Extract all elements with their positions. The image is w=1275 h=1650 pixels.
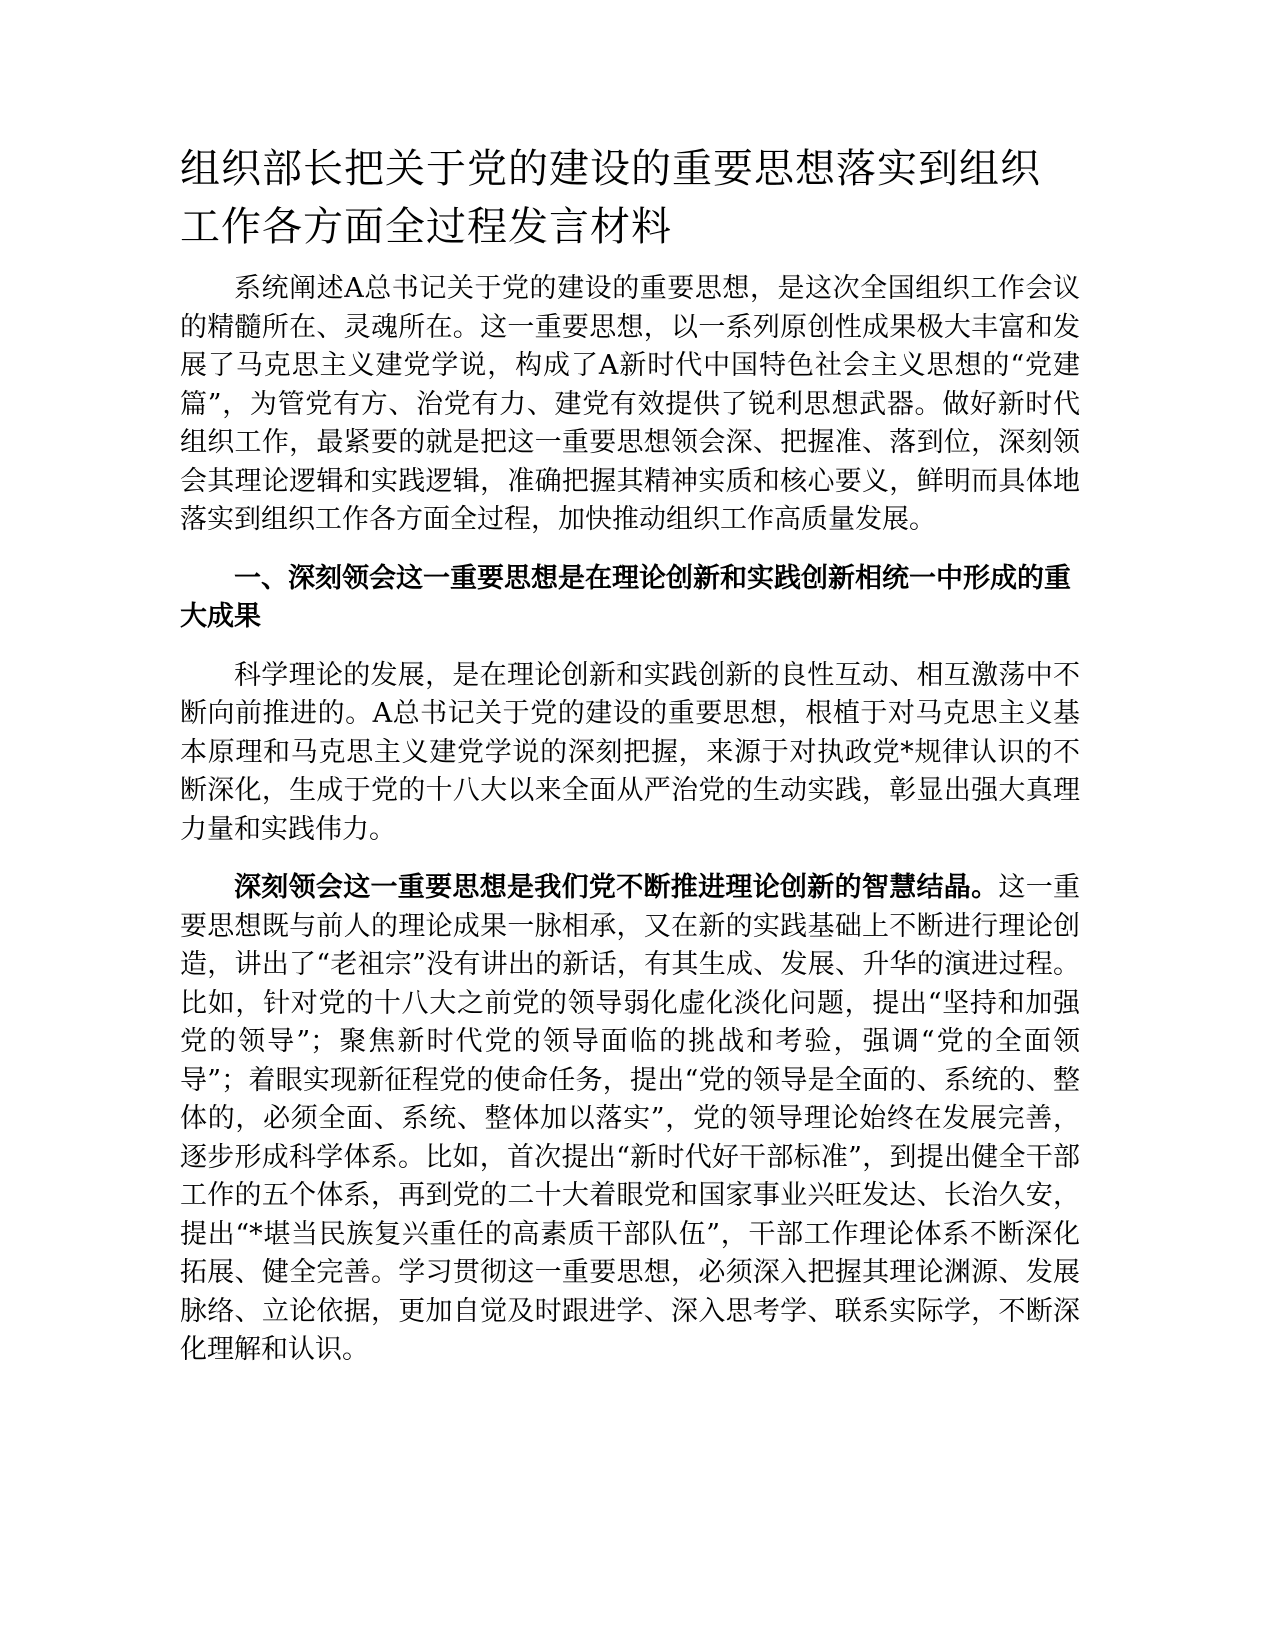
paragraph-lead-sentence: 深刻领会这一重要思想是我们党不断推进理论创新的智慧结晶。 [234,872,999,903]
section-1-paragraph-2 [180,869,1080,1370]
intro-paragraph: 系统阐述A总书记关于党的建设的重要思想，是这次全国组织工作会议的精髓所在、灵魂所在。这一重要思想，以一系列原创性成果极大丰富和发展了马克思主义建党学说，构成了A新时代中国特色社会主义思想的“党建篇”，为管党有方、治党有力、建党有效提供了锐利思想武器。做好新时代组织工作，最紧要的就是把这一重要思想领会深、把握准、落到位，深刻领会其理论逻辑和实践逻辑，准确把握其精神实质和核心要义，鲜明而具体地落实到组织工作各方面全过程，加快推动组织工作高质量发展。 [180,273,1080,535]
document-title: 组织部长把关于党的建设的重要思想落实到组织工作各方面全过程发言材料 [180,146,1041,250]
document-page [180,140,1080,1390]
section-1-paragraph-1: 科学理论的发展，是在理论创新和实践创新的良性互动、相互激荡中不断向前推进的。A总书记关于党的建设的重要思想，根植于对马克思主义基本原理和马克思主义建党学说的深刻把握，来源于对执政党*规律认识的不断深化，生成于党的十八大以来全面从严治党的生动实践，彰显出强大真理力量和实践伟力。 [180,659,1080,845]
paragraph-body-text: 这一重要思想既与前人的理论成果一脉相承，又在新的实践基础上不断进行理论创造，讲出了“老祖宗”没有讲出的新话，有其生成、发展、升华的演进过程。比如，针对党的十八大之前党的领导弱化虚化淡化问题，提出“坚持和加强党的领导”；聚焦新时代党的领导面临的挑战和考验，强调“党的全面领导”；着眼实现新征程党的使命任务，提出“党的领导是全面的、系统的、整体的，必须全面、系统、整体加以落实”，党的领导理论始终在发展完善，逐步形成科学体系。比如，首次提出“新时代好干部标准”，到提出健全干部工作的五个体系，再到党的二十大着眼党和国家事业兴旺发达、长治久安，提出“*堪当民族复兴重任的高素质干部队伍”，干部工作理论体系不断深化拓展、健全完善。学习贯彻这一重要思想，必须深入把握其理论渊源、发展脉络、立论依据，更加自觉及时跟进学、深入思考学、联系实际学，不断深化理解和认识。 [180,872,1081,1365]
section-heading-1: 一、深刻领会这一重要思想是在理论创新和实践创新相统一中形成的重大成果 [180,562,1071,632]
